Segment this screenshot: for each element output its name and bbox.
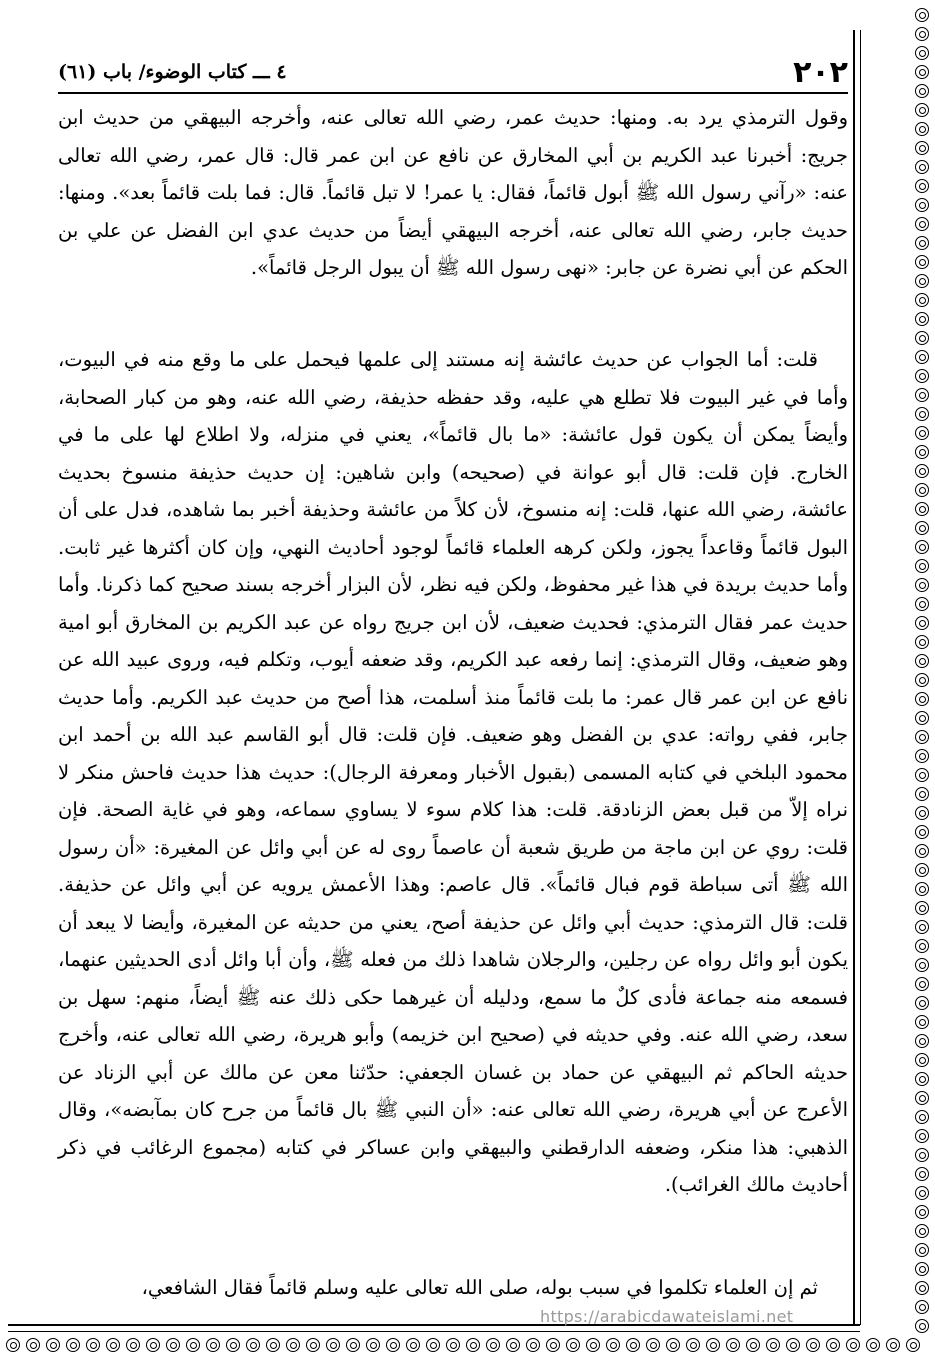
border-ornament [915,350,929,364]
border-ornament [915,882,929,896]
border-ornament [906,1338,920,1352]
border-ornament [915,578,929,592]
border-ornament [486,1338,500,1352]
watermark-url: https://arabicdawateislami.net [540,1307,794,1326]
border-ornament [915,1167,929,1181]
border-ornament [915,844,929,858]
ornamental-border-right [843,0,935,1360]
border-ornament [915,1091,929,1105]
border-ornament [915,84,929,98]
border-ornament [915,1110,929,1124]
border-ornament [915,920,929,934]
border-ornament [26,1338,40,1352]
border-ornament [915,1072,929,1086]
border-ornament [826,1338,840,1352]
border-ornament [915,160,929,174]
border-ornament [915,179,929,193]
border-ornament [915,673,929,687]
border-ornament [915,445,929,459]
border-ornament [786,1338,800,1352]
border-ornament [606,1338,620,1352]
border-ornament [915,958,929,972]
border-ornament [306,1338,320,1352]
border-ornament [226,1338,240,1352]
border-ornament [915,1148,929,1162]
border-ornament [366,1338,380,1352]
border-ornament [286,1338,300,1352]
border-ornament [346,1338,360,1352]
border-ornament [126,1338,140,1352]
border-ornament [586,1338,600,1352]
border-ornament [6,1338,20,1352]
border-ornament [106,1338,120,1352]
header-divider [58,92,848,94]
border-ornament [915,27,929,41]
border-ornament [915,46,929,60]
border-ornament [915,274,929,288]
border-ornament [915,768,929,782]
border-ornament [746,1338,760,1352]
border-ornament [915,996,929,1010]
border-ornament [915,8,929,22]
border-ornament [915,464,929,478]
border-ornament [915,654,929,668]
body-paragraph-2: قلت: أما الجواب عن حديث عائشة إنه مستند إلى علمها فيحمل على ما وقع منه في البيوت، وأما في غير البيوت فلا تطلع هي عليه، وقد حفظه حذيفة، رضي الله عنه، وهو من كبار الصحابة، وأيضاً يمكن أن يكون قول عائشة: «ما بال قائماً»، يعني في منزله، ولا اطلاع لها على ما في الخارج. فإن قلت: قال أبو عوانة في (صحيحه) وابن شاهين: إن حديث حذيفة منسوخ بحديث عائشة، رضي الله عنها، قلت: إنه منسوخ، لأن كلاً من عائشة وحذيفة أخبر بما شاهده، فدل على أن البول قائماً وقاعداً يجوز، ولكن كرهه العلماء قائماً لوجود أحاديث النهي، وإن كان أكثرها غير ثابت. وأما حديث بريدة في هذا غير محفوظ، ولكن فيه نظر، لأن البزار أخرجه بسند صحيح كما ذكرنا. وأما حديث عمر فقال الترمذي: فحديث ضعيف، لأن ابن جريج رواه عن عبد الكريم بن المخارق أبو امية وهو ضعيف، وقال الترمذي: إنما رفعه عبد الكريم، وقد ضعفه أيوب، وتكلم فيه، وروى عبيد الله عن نافع عن ابن عمر قال عمر: ما بلت قائماً منذ أسلمت، هذا أصح من حديث عبد الكريم. وأما حديث جابر، ففي رواته: عدي بن الفضل وهو ضعيف. فإن قلت: قال أبو القاسم عبد الله بن أحمد ابن محمود البلخي في كتابه المسمى (بقبول الأخبار ومعرفة الرجال): حديث هذا حديث فاحش منكر لا نراه إلاّ من قبل بعض الزنادقة. قلت: هذا كلام سوء لا يساوي سماعه، وهو في غاية الصحة. فإن قلت: روي عن ابن ماجة من طريق شعبة أن عاصماً روى له عن أبي وائل عن المغيرة: «أن رسول الله ﷺ أتى سباطة قوم فبال قائماً». قال عاصم: وهذا الأعمش يرويه عن أبي وائل عن حذيفة. قلت: قال الترمذي: حديث أبي وائل عن حذيفة أصح، يعني من حديثه عن المغيرة، وأيضا لا يبعد أن يكون أبو وائل رواه عن رجلين، والرجلان شاهدا ذلك من فعله ﷺ، وأن أبا وائل أدى الحديثين عنهما، فسمعه منه جماعة فأدى كلٌ ما سمع، ودليله أن غيرهما حكى ذلك عنه ﷺ أيضاً، منهم: سهل بن سعد، رضي الله عنه. وفي حديثه في (صحيح ابن خزيمه) وأبو هريرة، رضي الله تعالى عنه، وأخرج حديثه الحاكم ثم البيهقي عن حماد بن غسان الجعفي: حدّثنا معن عن مالك عن أبي الزناد عن الأعرج عن أبي هريرة، رضي الله تعالى عنه: «أن النبي ﷺ بال قائماً من جرح كان بمآبضه»، وقال الذهبي: هذا منكر، وضعفه الدارقطني والبيهقي وابن عساكر في كتابه (مجموع الرغائب في ذكر أحاديث مالك الغرائب). [58,348,848,1196]
border-ornament [915,1129,929,1143]
border-ornament [915,787,929,801]
page-header [58,52,848,92]
border-ornament [915,1015,929,1029]
border-ornament [266,1338,280,1352]
border-ornament [915,1205,929,1219]
border-ornament [426,1338,440,1352]
border-ornament [526,1338,540,1352]
border-ornament [146,1338,160,1352]
border-ornament [66,1338,80,1352]
border-ornament [915,692,929,706]
border-ornament [915,616,929,630]
border-ornament [46,1338,60,1352]
body-paragraph-1: وقول الترمذي يرد به. ومنها: حديث عمر، رضي الله تعالى عنه، وأخرجه البيهقي من حديث ابن جريج: أخبرنا عبد الكريم بن أبي المخارق عن نافع عن ابن عمر قال: قال عمر، رضي الله تعالى عنه: «رآني رسول الله ﷺ أبول قائماً، فقال: يا عمر! لا تبل قائماً. قال: فما بلت قائماً بعد». ومنها: حديث جابر، رضي الله تعالى عنه، أخرجه البيهقي أيضاً من حديث عدي ابن الفضل عن علي بن الحكم عن أبي نضرة عن جابر: «نهى رسول الله ﷺ أن يبول الرجل قائماً». [58,106,848,279]
border-ornament [915,1186,929,1200]
border-ornament [506,1338,520,1352]
border-ornament [886,1338,900,1352]
border-ornament [915,407,929,421]
border-ornament [915,540,929,554]
border-ornament [915,711,929,725]
body-paragraph-3: ثم إن العلماء تكلموا في سبب بوله، صلى الله تعالى عليه وسلم قائماً فقال الشافعي، [141,1276,818,1299]
page-number: ٢٠٢ [793,54,848,90]
border-ornament [915,825,929,839]
border-ornament [406,1338,420,1352]
border-ornament [866,1338,880,1352]
border-ornament [686,1338,700,1352]
border-ornament [915,559,929,573]
border-ornament [915,863,929,877]
border-ornament [915,1262,929,1276]
border-ornament [466,1338,480,1352]
border-ornament [846,1338,860,1352]
border-ornament [166,1338,180,1352]
border-ornament [915,388,929,402]
border-ornament [915,1281,929,1295]
border-ornament [915,1034,929,1048]
border-ornament [246,1338,260,1352]
border-ornament [386,1338,400,1352]
border-ornament [915,502,929,516]
border-ornament [915,236,929,250]
border-ornament [915,597,929,611]
border-ornament [766,1338,780,1352]
border-ornament [915,103,929,117]
border-ornament [915,901,929,915]
border-ornament [915,730,929,744]
border-ornament [915,749,929,763]
border-ornament [915,255,929,269]
ornamental-border-bottom [0,1310,935,1360]
border-ornament [646,1338,660,1352]
border-ornament [206,1338,220,1352]
border-ornament [915,312,929,326]
border-ornament [915,1224,929,1238]
border-ornament [915,1243,929,1257]
border-ornament [915,141,929,155]
border-ornament [915,977,929,991]
border-ornament [915,1053,929,1067]
border-ornament [86,1338,100,1352]
border-ornament [915,65,929,79]
border-ornament [915,369,929,383]
border-ornament [546,1338,560,1352]
border-ornament [326,1338,340,1352]
border-ornament [915,635,929,649]
border-ornament [806,1338,820,1352]
border-ornament [446,1338,460,1352]
border-ornament [915,217,929,231]
border-ornament [915,122,929,136]
border-ornament [915,806,929,820]
border-ornament [915,939,929,953]
border-ornament [186,1338,200,1352]
running-title: ٤ ـــ كتاب الوضوء/ باب (٦١) [58,61,287,83]
border-ornament [626,1338,640,1352]
border-ornament [706,1338,720,1352]
border-ornament [915,426,929,440]
border-ornament [666,1338,680,1352]
border-ornament [915,521,929,535]
border-ornament [726,1338,740,1352]
border-ornament [915,293,929,307]
border-ornament [915,483,929,497]
border-ornament [566,1338,580,1352]
border-ornament [915,331,929,345]
border-ornament [915,198,929,212]
